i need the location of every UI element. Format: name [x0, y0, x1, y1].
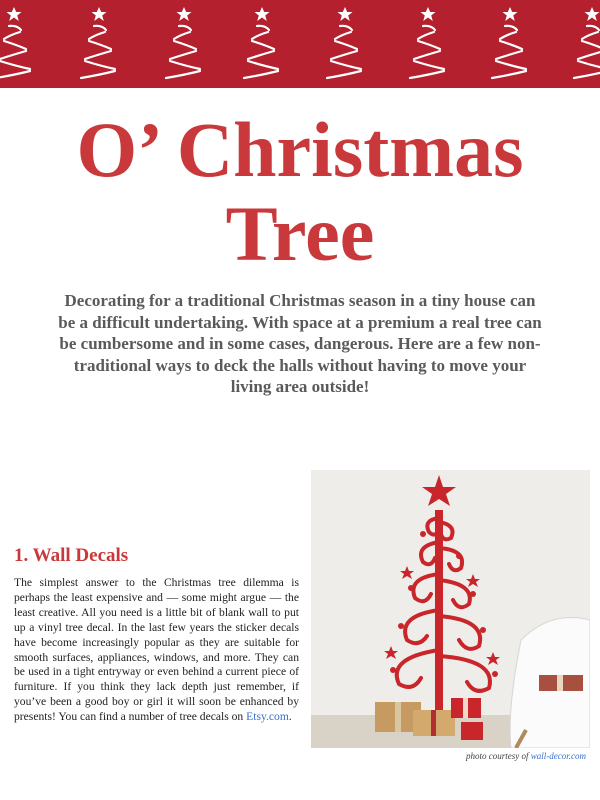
photo-caption [466, 751, 586, 761]
title-line-2: Tree [225, 190, 375, 277]
etsy-link[interactable]: Etsy.com [246, 710, 289, 724]
red-tree-wall-decal-photo [311, 470, 590, 748]
title-line-1: O’ Christmas [76, 106, 524, 193]
section-body-end: . [288, 710, 292, 724]
christmas-tree-icon [492, 7, 526, 78]
section-body-text: The simplest answer to the Christmas tree dilemma is perhaps the least expensive and — some might argue — the least creative. All you need is a little bit of blank wall to put up a vinyl tree decal. In the last few years the sticker decals have become increasingly popular as they are suitable for smooth surfaces, appliances, windows, and more. They can be used in a tight entryway or even behind a current piece of furniture. If you think they lack depth just remember, if you’ve been a good boy or girl it will soon be enhanced by presents! You can find a number of tree decals on [14, 576, 299, 724]
tree-decal-photo [311, 470, 590, 748]
christmas-tree-icon [410, 7, 444, 78]
banner-trees [0, 0, 600, 88]
christmas-tree-icon [0, 7, 30, 78]
christmas-tree-icon [81, 7, 115, 78]
section-heading: 1. Wall Decals [14, 545, 129, 566]
christmas-tree-icon [244, 7, 278, 78]
christmas-tree-icon [327, 7, 361, 78]
caption-prefix: photo courtesy of [466, 751, 531, 761]
intro-paragraph: Decorating for a traditional Christmas season in a tiny house can be a difficult undertaking. With space at a premium a real tree can be cumbersome and in some cases, dangerous. Here are a few non-traditional ways to deck the halls without having to move your living area outside! [58, 291, 542, 396]
christmas-tree-icon [574, 7, 600, 78]
page-title [0, 108, 600, 276]
wall-decor-link[interactable]: wall-decor.com [530, 751, 586, 761]
section-body [14, 576, 299, 725]
header-banner [0, 0, 600, 88]
christmas-tree-icon [166, 7, 200, 78]
